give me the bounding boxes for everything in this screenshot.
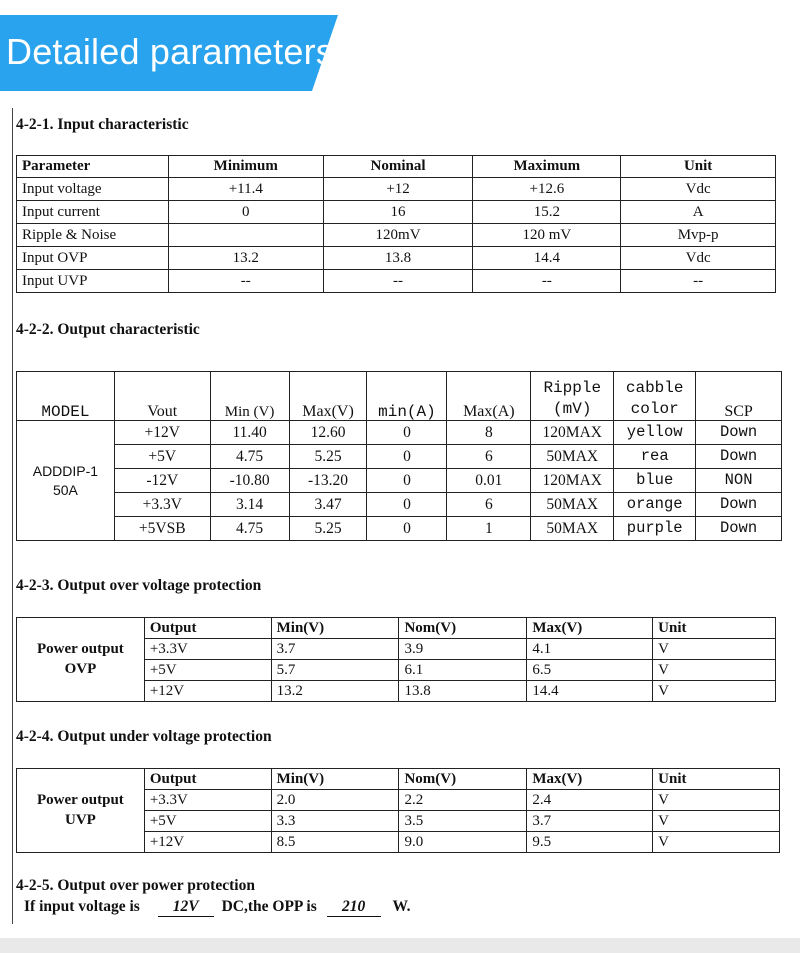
table-cell: +12: [323, 178, 473, 201]
table-row: [17, 178, 776, 201]
col-header: Nom(V): [399, 618, 527, 639]
table-cell: 3.5: [399, 811, 527, 832]
page-title: Detailed parameters: [6, 31, 334, 72]
table-row: [17, 224, 776, 247]
table-cell: Input OVP: [17, 247, 169, 270]
col-header-model: MODEL: [17, 372, 115, 421]
col-header: Nominal: [323, 156, 473, 178]
table-cell: 0: [367, 421, 447, 445]
table-cell: 1: [447, 517, 531, 541]
table-cell: A: [621, 201, 776, 224]
table-cell: --: [168, 270, 323, 293]
col-header-vout: Vout: [114, 372, 210, 421]
table-cell: 12.60: [289, 421, 367, 445]
table-cell: 4.75: [210, 517, 289, 541]
table-cell: 3.9: [399, 639, 527, 660]
table-cell: blue: [614, 469, 696, 493]
table-cell: 120MAX: [531, 421, 614, 445]
opp-statement: [24, 898, 410, 917]
uvp-heading: 4-2-4. Output under voltage protection: [16, 728, 272, 745]
table-cell: Input current: [17, 201, 169, 224]
opp-heading: 4-2-5. Output over power protection: [16, 877, 255, 894]
table-cell: 11.40: [210, 421, 289, 445]
table-cell: purple: [614, 517, 696, 541]
table-row: [17, 247, 776, 270]
table-cell: 9.0: [399, 832, 527, 853]
col-header-max-a: Max(A): [447, 372, 531, 421]
table-cell: 3.47: [289, 493, 367, 517]
table-cell: Mvp-p: [621, 224, 776, 247]
table-cell: 6: [447, 445, 531, 469]
opp-text-before: If input voltage is: [24, 898, 140, 915]
title-banner: [0, 15, 338, 91]
table-cell: 15.2: [473, 201, 621, 224]
col-header: Parameter: [17, 156, 169, 178]
table-cell: 0.01: [447, 469, 531, 493]
table-cell: yellow: [614, 421, 696, 445]
table-cell: 120mV: [323, 224, 473, 247]
table-cell: 6.1: [399, 660, 527, 681]
table-cell: 3.7: [271, 639, 399, 660]
col-header-scp: SCP: [696, 372, 782, 421]
table-cell: Down: [696, 421, 782, 445]
table-cell: V: [653, 790, 780, 811]
table-cell: +12.6: [473, 178, 621, 201]
table-cell: 4.1: [527, 639, 653, 660]
col-header: Min(V): [271, 769, 399, 790]
table-cell: 2.4: [527, 790, 653, 811]
col-header: Unit: [621, 156, 776, 178]
table-cell: 13.2: [168, 247, 323, 270]
table-cell: Vdc: [621, 178, 776, 201]
table-cell: Down: [696, 445, 782, 469]
page-bottom-strip: [0, 938, 800, 953]
uvp-row-label: Power output UVP: [17, 769, 145, 853]
table-cell: 16: [323, 201, 473, 224]
table-cell: 6: [447, 493, 531, 517]
table-cell: 13.8: [399, 681, 527, 702]
col-header: Output: [144, 618, 271, 639]
col-header: Unit: [653, 769, 780, 790]
uvp-table: [16, 768, 780, 853]
table-cell: 14.4: [527, 681, 653, 702]
table-cell: orange: [614, 493, 696, 517]
table-cell: 4.75: [210, 445, 289, 469]
table-cell: 0: [367, 493, 447, 517]
table-cell: NON: [696, 469, 782, 493]
table-row: [17, 469, 782, 493]
ovp-row-label: Power output OVP: [17, 618, 145, 702]
table-cell: 5.7: [271, 660, 399, 681]
table-cell: 0: [367, 469, 447, 493]
table-cell: 0: [367, 445, 447, 469]
table-cell: V: [653, 681, 776, 702]
opp-voltage-value: 12V: [158, 898, 214, 917]
table-row: [17, 445, 782, 469]
opp-text-middle: DC,the OPP is: [221, 898, 317, 915]
table-cell: 120MAX: [531, 469, 614, 493]
table-cell: Down: [696, 517, 782, 541]
table-cell: 50MAX: [531, 517, 614, 541]
table-header-row: [17, 156, 776, 178]
table-cell: 50MAX: [531, 493, 614, 517]
col-header: Max(V): [527, 769, 653, 790]
input-char-table: [16, 155, 776, 293]
table-cell: 3.3: [271, 811, 399, 832]
table-cell: Down: [696, 493, 782, 517]
col-header-ripple: Ripple (mV): [531, 372, 614, 421]
model-cell: ADDDIP-1 50A: [17, 421, 115, 541]
table-row: [17, 421, 782, 445]
table-cell: 8.5: [271, 832, 399, 853]
table-row: [17, 517, 782, 541]
table-row: [17, 493, 782, 517]
opp-unit: W.: [392, 898, 411, 915]
col-header: Unit: [653, 618, 776, 639]
table-cell: +12V: [114, 421, 210, 445]
table-cell: [168, 224, 323, 247]
ovp-heading: 4-2-3. Output over voltage protection: [16, 577, 262, 594]
output-char-table: [16, 371, 782, 541]
table-cell: 8: [447, 421, 531, 445]
col-header-min-v: Min (V): [210, 372, 289, 421]
table-cell: 0: [367, 517, 447, 541]
table-cell: +5V: [144, 660, 271, 681]
output-char-heading: 4-2-2. Output characteristic: [16, 321, 200, 338]
table-cell: Ripple & Noise: [17, 224, 169, 247]
table-cell: +11.4: [168, 178, 323, 201]
table-cell: rea: [614, 445, 696, 469]
col-header: Maximum: [473, 156, 621, 178]
table-cell: --: [621, 270, 776, 293]
table-cell: +3.3V: [144, 790, 271, 811]
col-header: Output: [144, 769, 271, 790]
col-header: Nom(V): [399, 769, 527, 790]
table-cell: Vdc: [621, 247, 776, 270]
table-cell: +5VSB: [114, 517, 210, 541]
table-cell: 3.7: [527, 811, 653, 832]
table-row: [17, 270, 776, 293]
table-cell: --: [473, 270, 621, 293]
col-header: Minimum: [168, 156, 323, 178]
col-header: Min(V): [271, 618, 399, 639]
col-header-min-a: min(A): [367, 372, 447, 421]
table-cell: 13.8: [323, 247, 473, 270]
table-cell: V: [653, 639, 776, 660]
table-cell: 3.14: [210, 493, 289, 517]
table-cell: 9.5: [527, 832, 653, 853]
table-cell: 2.2: [399, 790, 527, 811]
table-cell: Input UVP: [17, 270, 169, 293]
table-cell: 6.5: [527, 660, 653, 681]
table-header-row: [17, 618, 776, 639]
table-cell: --: [323, 270, 473, 293]
table-cell: +5V: [144, 811, 271, 832]
table-cell: 2.0: [271, 790, 399, 811]
table-row: [17, 201, 776, 224]
table-cell: 14.4: [473, 247, 621, 270]
input-char-heading: 4-2-1. Input characteristic: [16, 116, 189, 133]
table-cell: +5V: [114, 445, 210, 469]
col-header-max-v: Max(V): [289, 372, 367, 421]
table-header-row: [17, 769, 780, 790]
table-cell: Input voltage: [17, 178, 169, 201]
table-cell: 0: [168, 201, 323, 224]
table-cell: 5.25: [289, 517, 367, 541]
col-header-cable-color: cabble color: [614, 372, 696, 421]
opp-power-value: 210: [327, 898, 381, 917]
table-cell: -13.20: [289, 469, 367, 493]
table-cell: +3.3V: [114, 493, 210, 517]
table-cell: V: [653, 832, 780, 853]
col-header: Max(V): [527, 618, 653, 639]
ovp-table: [16, 617, 776, 702]
table-cell: 120 mV: [473, 224, 621, 247]
table-cell: 13.2: [271, 681, 399, 702]
table-cell: +12V: [144, 681, 271, 702]
table-cell: +12V: [144, 832, 271, 853]
table-cell: 50MAX: [531, 445, 614, 469]
table-cell: 5.25: [289, 445, 367, 469]
table-cell: -12V: [114, 469, 210, 493]
table-cell: V: [653, 811, 780, 832]
document-frame-left: [12, 108, 13, 924]
table-cell: V: [653, 660, 776, 681]
table-cell: -10.80: [210, 469, 289, 493]
table-cell: +3.3V: [144, 639, 271, 660]
table-header-row: [17, 372, 782, 421]
